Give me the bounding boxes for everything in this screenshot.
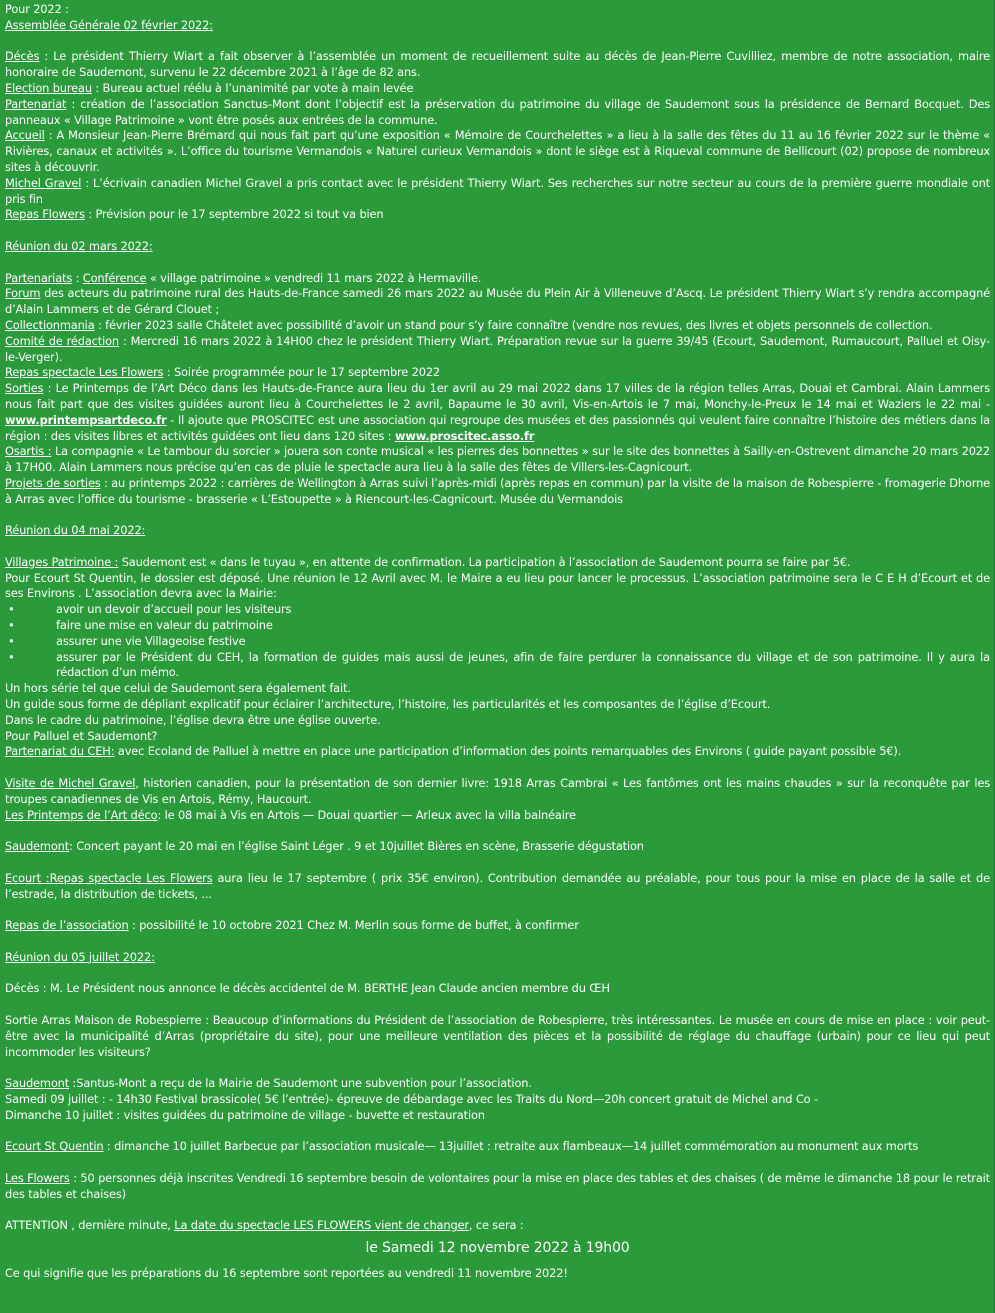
mai-cadre: Dans le cadre du patrimoine, l’église devra être une église ouverte. (5, 712, 381, 727)
juillet-dimanche: Dimanche 10 juillet : visites guidées du patrimoine de village - buvette et restauration (5, 1107, 485, 1122)
election-label: Election bureau (5, 80, 92, 95)
list-item: • assurer par le Président du CEH, la formation de guides mais aussi de jeunes, afin de faire perdurer la connaissance du village et de son patrimoine. Il y aura la rédaction d’un mémo. (5, 650, 990, 682)
juillet-samedi: Samedi 09 juillet : - 14h30 Festival brassicole( 5€ l’entrée)- épreuve de débardage avec les Traits du Nord—20h concert gratuit de Michel and Co - (5, 1091, 818, 1106)
attention-paragraph: ATTENTION , dernière minute, La date du spectacle LES FLOWERS vient de changer, ce sera : (5, 1218, 524, 1233)
mai-hors-serie: Un hors série tel que celui de Saudemont sera également fait. (5, 681, 351, 696)
juillet-heading: Réunion du 05 juillet 2022: (5, 949, 155, 964)
mai-saudemont-paragraph: Saudemont: Concert payant le 20 mai en l’église Saint Léger . 9 et 10juillet Bières en scène, Brasserie dégustation (5, 839, 644, 854)
mars-heading: Réunion du 02 mars 2022: (5, 238, 153, 253)
bullet-icon: • (8, 602, 15, 617)
mars-spectacle-paragraph: Repas spectacle Les Flowers : Soirée programmée pour le 17 septembre 2022 (5, 365, 441, 380)
mai-printemps-paragraph: Les Printemps de l’Art déco: le 08 mai à Vis en Artois — Douai quartier — Arleux avec la villa balnéaire (5, 807, 576, 822)
ag-accueil-paragraph: Accueil : A Monsieur Jean-Pierre Brémard qui nous fait part qu’une exposition « Mémoire de Courchelettes » a lieu à la salle des fêtes du 11 au 16 février 2022 sur le thème « Rivières, canaux et activités ». L’office du tourisme Vermandois « Naturel curieux Vermandois » dont le siège est à Riqueval commune de Bellicourt (02) propose de nombreux sites à découvrir. (5, 128, 990, 174)
juillet-sortie: Sortie Arras Maison de Robespierre : Beaucoup d’informations du Président de l’association de Robespierre, très intéressantes. Le musée en cours de mise en place : voir peut-être avec la municipalité d’Arras (propriétaire du site), pour une meilleure ventilation des pièces et la possibilité de réglage du chauffage (urbain) pour ce lieu qui peut incommoder les visiteurs? (5, 1013, 990, 1059)
juillet-deces: Décès : M. Le Président nous annonce le décès accidentel de M. BERTHE Jean Claude ancien membre du ŒH (5, 981, 610, 996)
mai-ceh-paragraph: Partenariat du CEH: avec Ecoland de Palluel à mettre en place une participation d’information des points remarquables des Environs ( guide payant possible 5€). (5, 744, 902, 759)
mai-guide: Un guide sous forme de dépliant explicatif pour éclairer l’architecture, l’histoire, les particularités et les composantes de l’église d’Ecourt. (5, 697, 771, 712)
printempsartdeco-link[interactable]: www.printempsartdeco.fr (5, 412, 167, 427)
ag-deces-paragraph: Décès : Le président Thierry Wiart a fait observer à l’assemblée un moment de recueillement suite au décès de Jean-Pierre Cuvilliez, membre de notre association, maire honoraire de Saudemont, survenu le 22 décembre 2021 à l’âge de 82 ans. (5, 49, 990, 80)
list-item: • assurer une vie Villageoise festive (5, 634, 990, 650)
mars-sorties-paragraph: Sorties : Le Printemps de l’Art Déco dans les Hauts-de-France aura lieu du 1er avril au 29 mai 2022 dans 17 villes de la région telles Arras, Douai et Cambrai. Alain Lammers nous fait part que des visites guidées auront lieu à Courchelettes le 2 avril, Bapaume le 30 avril, Vis-en-Artois le 7 mai, Monchy-le-Preux le 14 mai et Waziers le 22 mai - www.printempsartdeco.fr - Il ajoute que PROSCITEC est une association qui regroupe des musées et des passionnés qui veulent faire connaître l’histoire des métiers dans la région : des visites libres et activités guidées ont lieu dans 120 sites : www.proscitec.asso.fr (5, 381, 990, 443)
mai-villages-paragraph: Villages Patrimoine : Saudemont est « dans le tuyau », en attente de confirmation. La participation à l’association de Saudemont pourra se faire par 5€. (5, 554, 851, 569)
deces-label: Décès (5, 49, 40, 64)
repas-label: Repas Flowers (5, 207, 85, 222)
ag-heading: Assemblée Générale 02 février 2022: (5, 17, 213, 32)
bullet-icon: • (8, 633, 15, 648)
juillet-flowers-paragraph: Les Flowers : 50 personnes déjà inscrites Vendredi 16 septembre besoin de volontaires pour la mise en place des tables et des chaises ( de même le dimanche 18 pour le retrait des tables et chaises) (5, 1170, 990, 1201)
ag-gravel-paragraph: Michel Gravel : L’écrivain canadien Michel Gravel a pris contact avec le président Thierry Wiart. Ses recherches sur notre secteur au cours de la première guerre mondiale ont pris fin (5, 175, 990, 206)
mai-repas-asso-paragraph: Repas de l’association : possibilité le 10 octobre 2021 Chez M. Merlin sous forme de buffet, à confirmer (5, 918, 579, 933)
bullet-icon: • (8, 649, 15, 664)
mars-collection-paragraph: Collectionmania : février 2023 salle Châtelet avec possibilité d’avoir un stand pour s’y faire connaître (vendre nos revues, des livres et objets personnels de collection. (5, 317, 933, 332)
mai-palluel: Pour Palluel et Saudemont? (5, 728, 158, 743)
ag-repas-paragraph: Repas Flowers : Prévision pour le 17 septembre 2022 si tout va bien (5, 207, 384, 222)
mars-projets-paragraph: Projets de sorties : au printemps 2022 : carrières de Wellington à Arras suivi l’après-midi (après repas en commun) par la visite de la maison de Robespierre - fromagerie Dhorne à Arras avec l’office du tourisme - brasserie « L’Estoupette » à Riencourt-les-Cagnicourt. Musée du Vermandois (5, 475, 990, 506)
conclusion: Ce qui signifie que les préparations du 16 septembre sont reportées au vendredi 11 novembre 2022! (5, 1266, 568, 1281)
proscitec-link[interactable]: www.proscitec.asso.fr (394, 428, 535, 443)
mai-ecourt-repas-paragraph: Ecourt :Repas spectacle Les Flowers aura lieu le 17 septembre ( prix 35€ environ). Contribution demandée au préalable, pour tous pour la mise en place de la salle et de l’estrade, la distribution de tickets, ... (5, 870, 990, 901)
list-item: • avoir un devoir d’accueil pour les visiteurs (5, 602, 990, 618)
mars-forum-paragraph: Forum des acteurs du patrimoine rural des Hauts-de-France samedi 26 mars 2022 au Musée du Plein Air à Villeneuve d’Ascq. Le président Thierry Wiart s’y rendra accompagné d’Alain Lammers et de Gérard Clouet ; (5, 286, 990, 317)
ag-election-paragraph: Election bureau : Bureau actuel réélu à l’unanimité par vote à main levée (5, 80, 414, 95)
year-heading: Pour 2022 : (5, 2, 69, 16)
new-show-date: le Samedi 12 novembre 2022 à 19h00 (365, 1240, 630, 1257)
juillet-saudemont-paragraph: Saudemont :Santus-Mont a reçu de la Mairie de Saudemont une subvention pour l’association. (5, 1076, 532, 1091)
mai-heading: Réunion du 04 mai 2022: (5, 523, 146, 538)
ag-partenariat-paragraph: Partenariat : création de l’association Sanctus-Mont dont l’objectif est la préservation du patrimoine du village de Saudemont sous la présidence de Bernard Bocquet. Des panneaux « Village Patrimoine » vont être posés aux entrées de la commune. (5, 96, 990, 127)
mai-ecourt-paragraph: Pour Ecourt St Quentin, le dossier est déposé. Une réunion le 12 Avril avec M. le Maire a eu lieu pour lancer le processus. L’association patrimoine sera le C E H d’Ecourt et de ses Environs . L’association devra avec la Mairie: (5, 570, 990, 601)
mars-partenariats-paragraph: Partenariats : Conférence « village patrimoine » vendredi 11 mars 2022 à Hermaville. (5, 270, 482, 285)
partenariat-label: Partenariat (5, 96, 67, 111)
mars-comite-paragraph: Comité de rédaction : Mercredi 16 mars 2022 à 14H00 chez le président Thierry Wiart. Préparation revue sur la guerre 39/45 (Ecourt, Saudemont, Rumaucourt, Palluel et Oisy-le-Verger). (5, 333, 991, 364)
mars-osartis-paragraph: Osartis : La compagnie « Le tambour du sorcier » jouera son conte musical « les pierres des bonnettes » sur le site des bonnettes à Sailly-en-Ostrevent dimanche 20 mars 2022 à 17H00. Alain Lammers nous précise qu’en cas de pluie le spectacle aura lieu à la salle des fêtes de Villers-les-Cagnicourt. (5, 444, 990, 475)
mai-visite-paragraph: Visite de Michel Gravel, historien canadien, pour la présentation de son dernier livre: 1918 Arras Cambrai « Les fantômes ont les mains chaudes » sur la reconquête par les troupes canadiennes de Vis en Artois, Rémy, Haucourt. (5, 776, 991, 806)
date-change-notice: La date du spectacle LES FLOWERS vient de changer (174, 1218, 469, 1233)
juillet-ecourt-paragraph: Ecourt St Quentin : dimanche 10 juillet Barbecue par l’association musicale— 13juillet : retraite aux flambeaux—14 juillet commémoration au monument aux morts (5, 1139, 919, 1154)
list-item: • faire une mise en valeur du patrimoine (5, 618, 990, 634)
accueil-label: Accueil (5, 128, 45, 143)
bullet-icon: • (8, 618, 15, 633)
gravel-label: Michel Gravel (5, 175, 82, 190)
